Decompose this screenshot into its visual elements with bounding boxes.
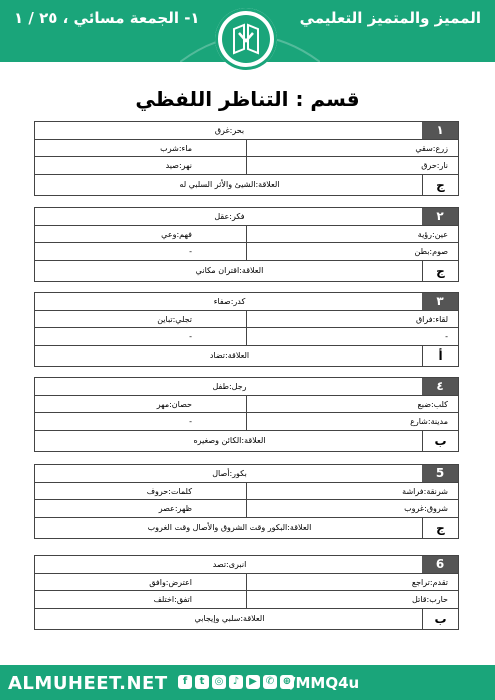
question-section <box>34 377 459 452</box>
question-number: ١ <box>422 122 458 139</box>
facebook-icon[interactable]: f <box>178 675 192 689</box>
relation-text: العلاقة:الشيئ والأثر السلبي له <box>179 179 280 189</box>
footer-handle[interactable]: /MMQ4u <box>290 674 360 692</box>
option-b[interactable]: حصان:مهر <box>35 396 247 413</box>
option-a[interactable]: كلب:ضبع <box>417 399 448 409</box>
site-logo <box>215 8 277 70</box>
question-header-row <box>35 465 458 483</box>
option-b[interactable]: فهم:وعي <box>35 226 247 243</box>
social-icons <box>178 675 297 691</box>
question-section <box>34 207 459 282</box>
question-number: 5 <box>422 465 458 482</box>
question-section <box>34 555 459 630</box>
answer-letter: ب <box>422 431 458 451</box>
option-c[interactable]: نار:حرق <box>421 161 448 170</box>
options-row <box>35 243 458 261</box>
question-prompt: بحر:غرق <box>214 126 245 135</box>
answer-letter: أ <box>422 346 458 366</box>
answer-letter: ج <box>422 518 458 538</box>
answer-letter: ب <box>422 609 458 629</box>
question-header-row <box>35 208 458 226</box>
header-date-text: ١- الجمعة مسائي ، ٢٥ / ١ <box>14 9 200 27</box>
question-section <box>34 121 459 196</box>
option-b[interactable]: تجلي:تباين <box>35 311 247 328</box>
answer-letter: ج <box>422 261 458 281</box>
question-header-row <box>35 122 458 140</box>
option-b[interactable]: اعترض:وافق <box>35 574 247 591</box>
option-b[interactable]: كلمات:حروف <box>35 483 247 500</box>
option-d[interactable]: - <box>35 243 247 260</box>
option-d[interactable]: نهر:صيد <box>35 157 247 174</box>
twitter-icon[interactable]: t <box>195 675 209 689</box>
option-a[interactable]: عين:رؤية <box>417 229 448 239</box>
tiktok-icon[interactable]: ♪ <box>229 675 243 689</box>
answer-row <box>35 431 458 451</box>
options-row <box>35 157 458 175</box>
answer-row <box>35 518 458 538</box>
option-a[interactable]: زرع:سقي <box>415 143 448 153</box>
option-d[interactable]: - <box>35 413 247 430</box>
question-prompt: كدر:صفاء <box>213 297 246 306</box>
option-c[interactable]: مدينة:شارع <box>410 417 448 426</box>
logo-emblem <box>222 15 270 63</box>
question-prompt: رجل:طفل <box>212 382 247 391</box>
answer-letter: ج <box>422 175 458 195</box>
options-row <box>35 500 458 518</box>
answer-row <box>35 175 458 195</box>
relation-text: العلاقة:الكائن وصغيره <box>193 435 266 445</box>
options-row <box>35 413 458 431</box>
question-prompt: بكور:أصال <box>212 469 247 478</box>
option-c[interactable]: - <box>445 332 448 341</box>
options-row <box>35 574 458 592</box>
relation-text: العلاقة:اقتران مكاني <box>195 265 264 275</box>
option-d[interactable]: ظهر:عصر <box>35 500 247 517</box>
question-section <box>34 464 459 539</box>
options-row <box>35 591 458 609</box>
footer-bar <box>0 665 495 700</box>
book-icon <box>222 15 270 63</box>
question-prompt: فكر:عقل <box>214 212 245 221</box>
youtube-icon[interactable]: ▶ <box>246 675 260 689</box>
options-row <box>35 328 458 346</box>
question-prompt: انبرى:تصد <box>212 560 247 569</box>
options-row <box>35 483 458 501</box>
question-number: 6 <box>422 556 458 573</box>
option-a[interactable]: لقاء:فراق <box>415 314 448 324</box>
question-header-row <box>35 293 458 311</box>
option-b[interactable]: ماء:شرب <box>35 140 247 157</box>
option-a[interactable]: شرنقة:فراشة <box>402 486 448 496</box>
question-number: ٢ <box>422 208 458 225</box>
option-c[interactable]: حارب:قاتل <box>411 595 448 604</box>
question-header-row <box>35 556 458 574</box>
option-d[interactable]: اتفق:اختلف <box>35 591 247 608</box>
relation-text: العلاقة:تضاد <box>209 350 250 360</box>
answer-row <box>35 609 458 629</box>
answer-row <box>35 261 458 281</box>
option-a[interactable]: تقدم:تراجع <box>411 577 448 587</box>
relation-text: العلاقة:سلبي وإيجابي <box>194 613 265 623</box>
options-row <box>35 396 458 414</box>
option-c[interactable]: صوم:بطن <box>414 247 448 256</box>
header-site-name: المميز والمتميز التعليمي <box>299 9 481 27</box>
answer-row <box>35 346 458 366</box>
instagram-icon[interactable]: ◎ <box>212 675 226 689</box>
web-icon[interactable]: ⊕ <box>280 675 294 689</box>
options-row <box>35 140 458 158</box>
relation-text: العلاقة:البكور وقت الشروق والأصال وقت الغروب <box>147 522 312 532</box>
question-header-row <box>35 378 458 396</box>
options-row <box>35 226 458 244</box>
question-number: ٤ <box>422 378 458 395</box>
option-c[interactable]: شروق:غروب <box>404 504 448 513</box>
option-d[interactable]: - <box>35 328 247 345</box>
question-section <box>34 292 459 367</box>
footer-brand: ALMUHEET.NET <box>8 673 168 694</box>
whatsapp-icon[interactable]: ✆ <box>263 675 277 689</box>
options-row <box>35 311 458 329</box>
page-title: قسم : التناظر اللفظي <box>135 87 360 111</box>
question-number: ٣ <box>422 293 458 310</box>
